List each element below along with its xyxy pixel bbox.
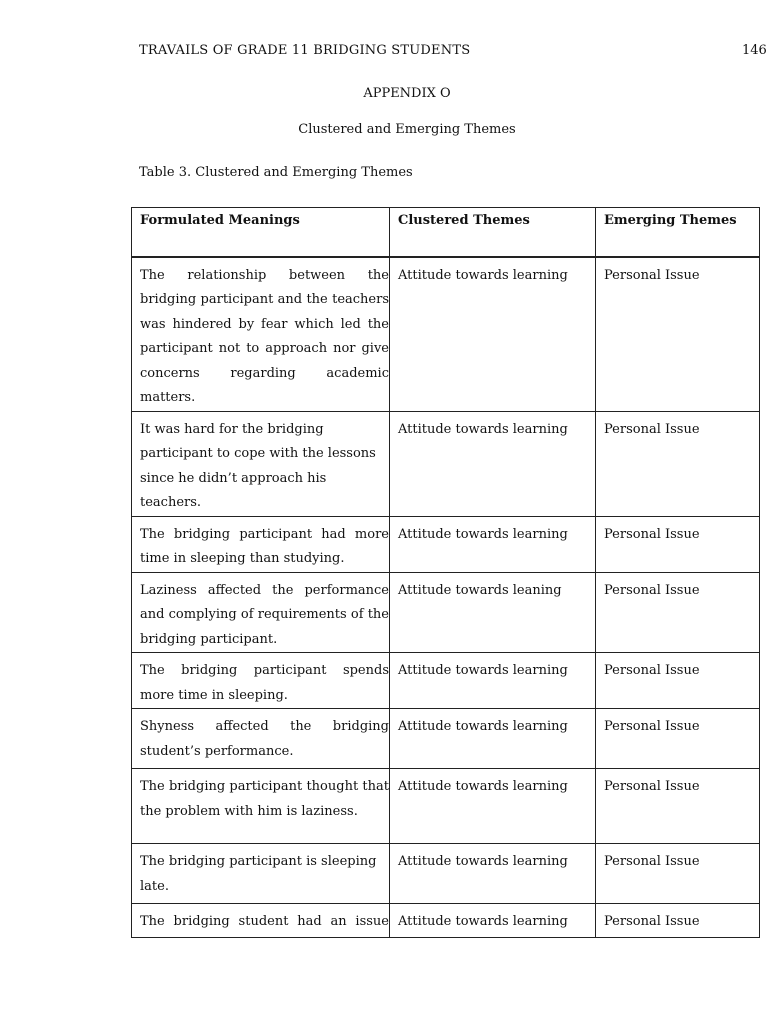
formulated-meaning-cell: The bridging student had an issue — [132, 904, 390, 938]
themes-table — [131, 207, 760, 938]
table-row — [132, 572, 760, 653]
table-row — [132, 257, 760, 412]
emerging-theme-cell: Personal Issue — [596, 709, 760, 769]
clustered-theme-cell: Attitude towards learning — [390, 653, 596, 709]
emerging-theme-cell: Personal Issue — [596, 844, 760, 904]
clustered-theme-cell: Attitude towards leaning — [390, 572, 596, 653]
section-subtitle: Clustered and Emerging Themes — [298, 122, 516, 137]
clustered-theme-cell: Attitude towards learning — [390, 844, 596, 904]
formulated-meaning-cell: Shyness affected the bridging student’s performance. — [132, 709, 390, 769]
formulated-meaning-cell: The relationship between the bridging participant and the teachers was hindered by fear which led the participant not to approach nor give concerns regarding academic matters. — [132, 257, 390, 412]
formulated-meaning-cell: The bridging participant thought that the problem with him is laziness. — [132, 769, 390, 844]
formulated-meaning-cell: It was hard for the bridging participant to cope with the lessons since he didn’t approach his teachers. — [132, 411, 390, 516]
page-number: 146 — [742, 43, 767, 58]
table-row — [132, 411, 760, 516]
clustered-theme-cell: Attitude towards learning — [390, 709, 596, 769]
formulated-meaning-cell: Laziness affected the performance and complying of requirements of the bridging participant. — [132, 572, 390, 653]
emerging-theme-cell: Personal Issue — [596, 257, 760, 412]
clustered-theme-cell: Attitude towards learning — [390, 411, 596, 516]
table-row — [132, 904, 760, 938]
clustered-theme-cell: Attitude towards learning — [390, 257, 596, 412]
table-row — [132, 653, 760, 709]
running-head: TRAVAILS OF GRADE 11 BRIDGING STUDENTS — [139, 43, 471, 58]
formulated-meaning-cell: The bridging participant had more time in sleeping than studying. — [132, 516, 390, 572]
emerging-theme-cell: Personal Issue — [596, 653, 760, 709]
table-row — [132, 844, 760, 904]
table-row — [132, 516, 760, 572]
emerging-theme-cell: Personal Issue — [596, 769, 760, 844]
clustered-theme-cell: Attitude towards learning — [390, 904, 596, 938]
table-row — [132, 769, 760, 844]
table-header-row — [132, 208, 760, 257]
formulated-meaning-cell: The bridging participant spends more time in sleeping. — [132, 653, 390, 709]
column-header-emerging-themes: Emerging Themes — [596, 208, 760, 257]
clustered-theme-cell: Attitude towards learning — [390, 769, 596, 844]
table-row — [132, 709, 760, 769]
emerging-theme-cell: Personal Issue — [596, 904, 760, 938]
appendix-title: APPENDIX O — [363, 86, 451, 101]
emerging-theme-cell: Personal Issue — [596, 572, 760, 653]
column-header-clustered-themes: Clustered Themes — [390, 208, 596, 257]
column-header-formulated-meanings: Formulated Meanings — [132, 208, 390, 257]
emerging-theme-cell: Personal Issue — [596, 516, 760, 572]
clustered-theme-cell: Attitude towards learning — [390, 516, 596, 572]
formulated-meaning-cell: The bridging participant is sleeping late. — [132, 844, 390, 904]
emerging-theme-cell: Personal Issue — [596, 411, 760, 516]
table-caption: Table 3. Clustered and Emerging Themes — [139, 165, 413, 180]
